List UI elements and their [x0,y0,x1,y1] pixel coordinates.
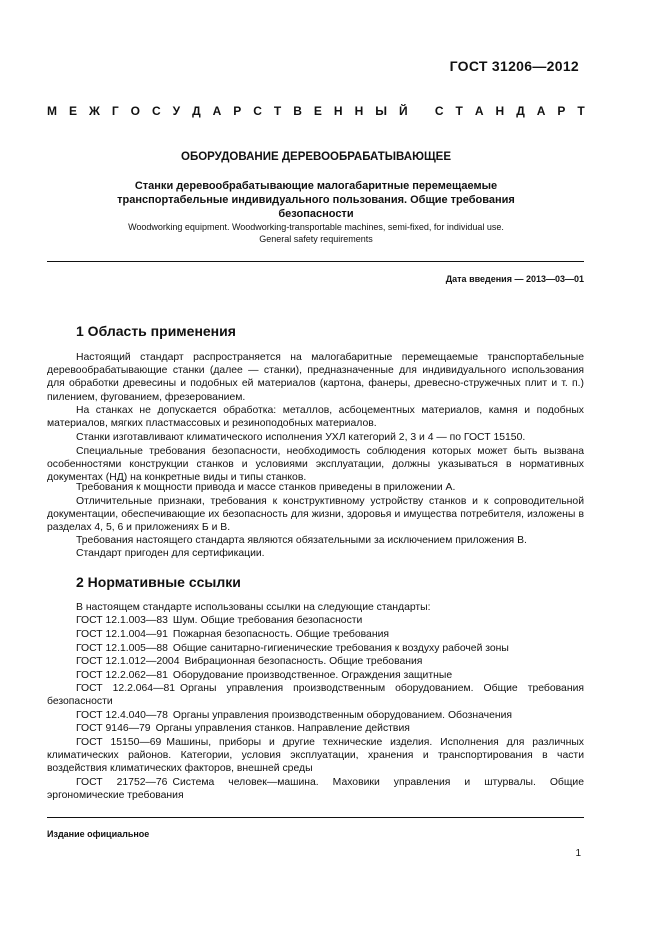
s1-paragraph: Станки изготавливают климатического исполнения УХЛ категорий 2, 3 и 4 — по ГОСТ 15150. [76,432,526,443]
reference-item [47,655,584,668]
header-letter: С [434,104,444,118]
section-1-title: 1 Область применения [76,323,236,339]
reference-text: Общие санитарно-гигиенические требования к воздуху рабочей зоны [172,643,509,654]
header-letter: А [474,104,484,118]
reference-code: ГОСТ 12.1.004—91 [76,629,168,640]
document-subtitle: Станки деревообрабатывающие малогабаритные перемещаемые транспортабельные индивидуального пользования. Общие требования безопасности [117,180,515,220]
reference-item [47,614,584,627]
header-letter: Д [516,104,525,118]
reference-item [47,669,584,682]
reference-code: ГОСТ 12.2.062—81 [76,670,168,681]
s1-paragraph: Настоящий стандарт распространяется на малогабаритные перемещаемые транспортабельные деревообрабатывающие станки (далее — станки), предназначенные для индивидуального использования для обработки древесины и подобных ей материалов (картона, фанеры, древесно-стружечных плит и т. п.) пилением, фугованием, фрезерованием. [47,352,584,403]
reference-item [47,628,584,641]
header-letter: В [293,104,302,118]
official-edition-label: Издание официальное [47,829,150,839]
header-letter: Т [577,104,585,118]
section-2-title: 2 Нормативные ссылки [76,574,241,590]
reference-item [47,722,584,735]
header-letter: Т [273,104,282,118]
header-letter: Ы [375,104,387,118]
standard-type-header [47,104,585,118]
reference-item [47,776,584,802]
header-letter: Г [111,104,119,118]
reference-text: Органы управления производственным оборудованием. Обозначения [172,710,513,721]
reference-code: ГОСТ 12.4.040—78 [76,710,168,721]
english-title-line-1: Woodworking equipment. Woodworking-transportable machines, semi-fixed, for individual use. [128,222,504,232]
reference-item [47,682,584,708]
header-letter: Е [68,104,77,118]
header-letter: Е [313,104,322,118]
reference-code: ГОСТ 12.1.005—88 [76,643,168,654]
header-letter: Н [495,104,505,118]
reference-code: ГОСТ 12.1.003—83 [76,615,168,626]
reference-text: Оборудование производственное. Ограждения защитные [172,670,453,681]
reference-text: Пожарная безопасность. Общие требования [172,629,389,640]
intro-date: Дата введения — 2013—03—01 [445,274,584,284]
reference-text: Машины, приборы и другие технические изделия. Исполнения для различных климатических районов. Категории, условия эксплуатации, хранения и транспортирования в части воздействия климатических факторов, внешней среды [47,737,584,775]
reference-text: Система человек—машина. Маховики управления и штурвалы. Общие эргономические требования [47,777,585,802]
s1-paragraph: Специальные требования безопасности, необходимость соблюдения которых может быть вызвана особенностями конструкции станков и условиями эксплуатации, должны указываться в нормативных документах (НД) на конкретные виды и типы станков. [47,446,584,484]
s1-paragraph: Требования к мощности привода и массе станков приведены в приложении А. [76,482,456,493]
reference-code: ГОСТ 12.1.012—2004 [76,656,180,667]
reference-text: Органы управления станков. Направление действия [155,723,410,734]
header-letter: У [172,104,181,118]
reference-code: ГОСТ 9146—79 [76,723,151,734]
header-letter: Н [333,104,343,118]
page-number: 1 [575,848,581,859]
header-letter: С [151,104,161,118]
document-code: ГОСТ 31206—2012 [449,58,579,74]
s1-paragraph: Требования настоящего стандарта являются обязательными за исключением приложения В. [76,535,527,546]
s1-paragraph: Отличительные признаки, требования к конструктивному устройству станков и к сопроводительной документации, обеспечивающие их безопасность для жизни, здоровья и имущества потребителя, изложены в разделах 4, 5, 6 и приложениях Б и В. [47,496,584,534]
document-title: ОБОРУДОВАНИЕ ДЕРЕВООБРАБАТЫВАЮЩЕЕ [181,151,451,163]
english-title [90,221,542,245]
header-divider [47,261,584,262]
reference-text: Органы управления производственным оборудованием. Общие требования безопасности [47,683,584,708]
header-letter: Ж [88,104,100,118]
reference-item [47,709,584,722]
s1-paragraph: Стандарт пригоден для сертификации. [76,548,265,559]
s1-paragraph: На станках не допускается обработка: металлов, асбоцементных материалов, камня и подобных материалов, мягких пластмассовых и резиноподобных материалов. [47,405,584,430]
reference-item [47,736,584,776]
header-letter: А [212,104,222,118]
header-letter: С [253,104,262,118]
header-letter: Й [398,104,408,118]
header-letter: Н [354,104,364,118]
reference-code: ГОСТ 15150—69 [76,737,162,748]
reference-item [47,642,584,655]
header-letter: Р [233,104,242,118]
header-letter: А [536,104,546,118]
reference-text: Шум. Общие требования безопасности [172,615,363,626]
header-letter: Д [192,104,201,118]
s2-intro: В настоящем стандарте использованы ссылки на следующие стандарты: [76,602,431,613]
header-letter: О [130,104,140,118]
english-title-line-2: General safety requirements [259,234,373,244]
reference-text: Вибрационная безопасность. Общие требования [184,656,423,667]
header-letter [420,104,423,118]
footer-divider [47,817,584,818]
header-letter: М [47,104,57,118]
reference-code: ГОСТ 21752—76 [76,777,168,788]
header-letter: Р [557,104,566,118]
reference-code: ГОСТ 12.2.064—81 [76,683,176,694]
header-letter: Т [455,104,463,118]
